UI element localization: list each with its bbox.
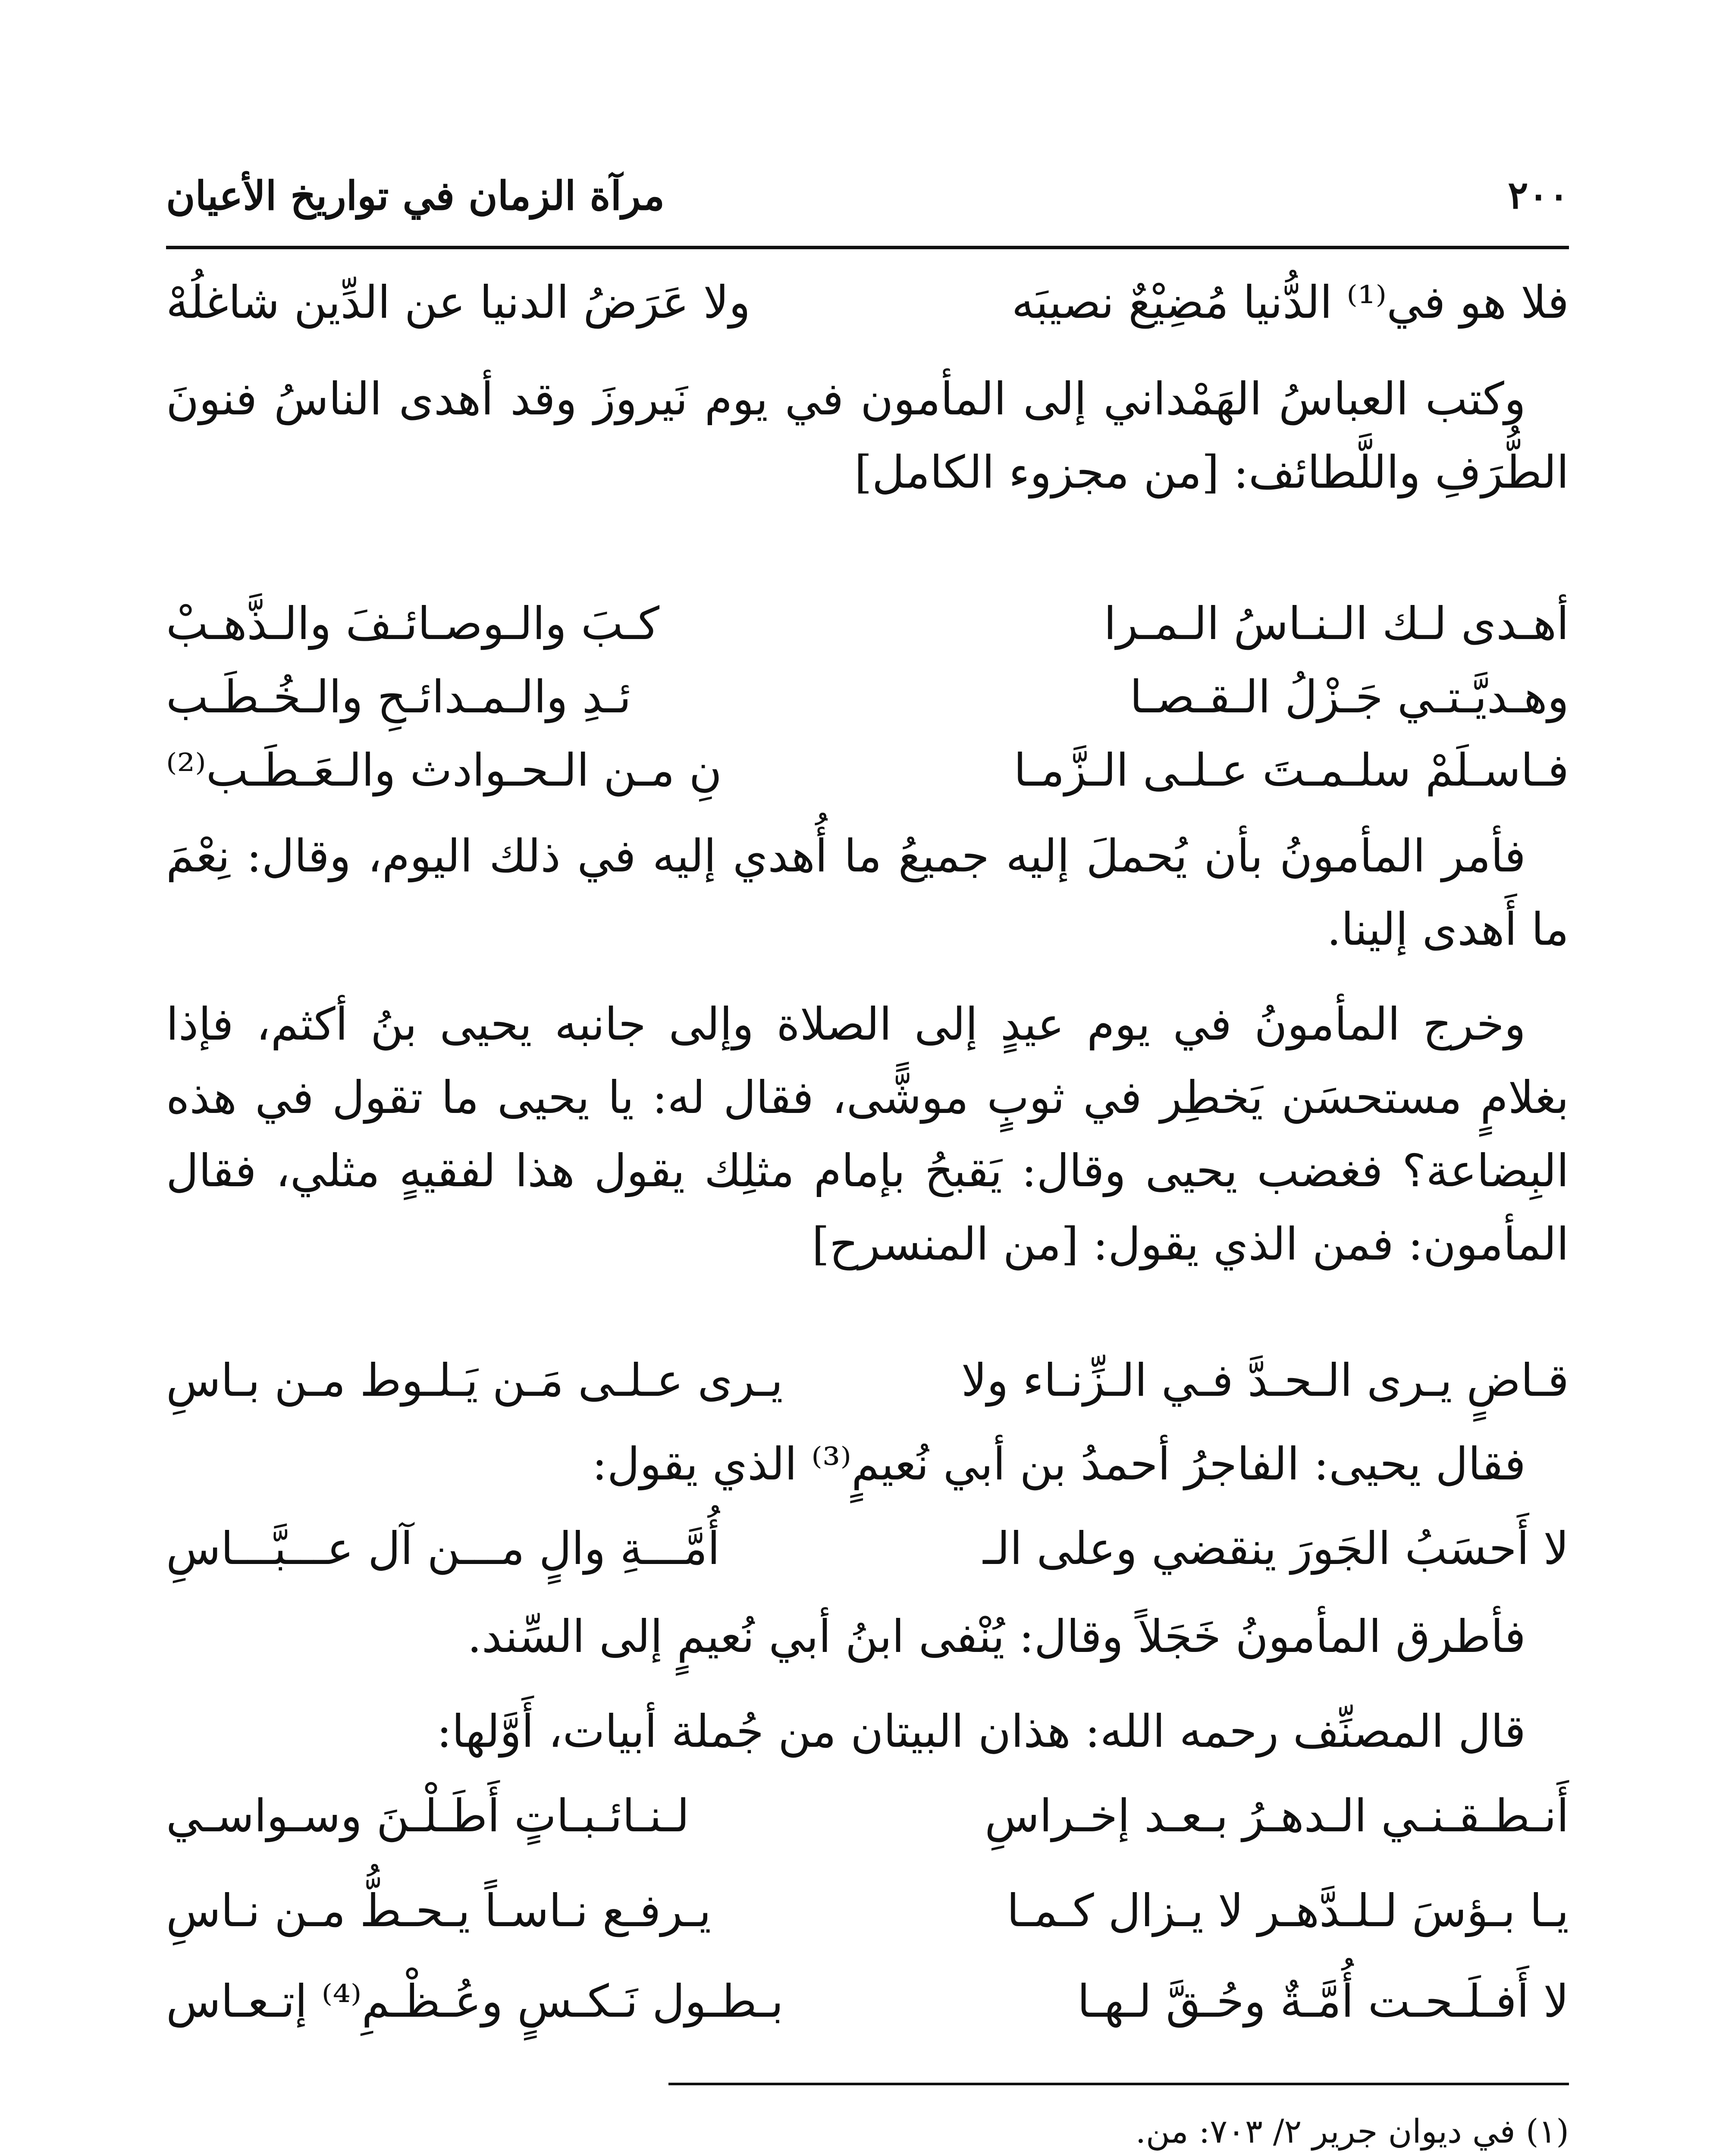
verse-second-hemistich: نِ مـن الـحـوادث والـعَـطَـب⁽²⁾: [166, 744, 722, 796]
page-number: ٢٠٠: [1508, 172, 1569, 217]
paragraph: قال المصنِّف رحمه الله: هذان البيتان من جُملة أبيات، أَوَّلها:: [436, 1705, 1526, 1758]
verse-second-hemistich: لـنـائـبـاتٍ أَطَـلْـنَ وسـواسـي: [166, 1789, 690, 1842]
verse-second-hemistich: ئـدِ والـمـدائـحِ والـخُـطَـب: [166, 671, 631, 723]
paragraph: فأمر المأمونُ بأن يُحملَ إليه جميعُ ما أُهدي إليه في ذلك اليوم، وقال: نِعْمَ ما أَهدى إلينا.: [166, 830, 1569, 956]
paragraph: وكتب العباسُ الهَمْداني إلى المأمون في يوم نَيروزَ وقد أهدى الناسُ فنونَ الطُّرَفِ واللَّطائف: [من مجزوء الكامل]: [166, 373, 1569, 498]
verse-second-hemistich: يـرى عـلـى مَـن يَـلـوط مـن بـاسِ: [166, 1354, 783, 1407]
verse-line: [166, 276, 1569, 349]
verse-first-hemistich: قـاضٍ يـرى الـحـدَّ فـي الـزِّنـاء ولا: [961, 1354, 1569, 1407]
verse-line: [166, 1884, 1569, 1958]
footnotes: [166, 2104, 1569, 2156]
header-divider: [166, 246, 1569, 249]
verse-second-hemistich: بـطـول نَـكـسٍ وعُـظْـمِ⁽⁴⁾ إتـعـاس: [166, 1975, 784, 2028]
verse-second-hemistich: كـبَ والـوصـائـفَ والـذَّهـبْ: [166, 597, 660, 650]
verse-line: [166, 1354, 1569, 1427]
running-title: مرآة الزمان في تواريخ الأعيان: [166, 172, 665, 219]
verse-first-hemistich: فلا هو في⁽¹⁾ الدُّنيا مُضِيْعٌ نصيبَه: [1011, 276, 1569, 329]
verse-first-hemistich: يـا بـؤسَ لـلـدَّهـر لا يـزال كـمـا: [1007, 1884, 1569, 1937]
paragraph: فأطرق المأمونُ خَجَلاً وقال: يُنْفى ابنُ أبي نُعيمٍ إلى السِّند.: [467, 1610, 1526, 1663]
verse-line: [166, 671, 1569, 744]
verse-line: [166, 597, 1569, 671]
footnote: (١) في ديوان جرير ٢/ ٧٠٣: من.: [1135, 2112, 1569, 2150]
footnote-divider: [668, 2083, 1569, 2085]
verse-first-hemistich: لا أَفـلَـحـت أُمَّـةٌ وحُـقَّ لـهـا: [1077, 1975, 1569, 2028]
verse-first-hemistich: أَنـطـقـنـي الـدهـرُ بـعـد إخـراسِ: [985, 1789, 1569, 1842]
verse-first-hemistich: أهـدى لـك الـنـاسُ الـمـرا: [1104, 597, 1569, 650]
page-header: [166, 164, 1569, 241]
verse-line: [166, 1522, 1569, 1595]
verse-first-hemistich: فـاسـلَمْ سلـمـتَ عـلـى الـزَّمـا: [1013, 744, 1569, 796]
verse-line: [166, 744, 1569, 817]
paragraph: فقال يحيى: الفاجرُ أحمدُ بن أبي نُعيمٍ⁽³⁾ الذي يقول:: [592, 1438, 1526, 1490]
verse-first-hemistich: وهـديَّـتـي جَـزْلُ الـقـصـا: [1129, 671, 1569, 723]
verse-first-hemistich: لا أَحسَبُ الجَورَ ينقضي وعلى الـ: [983, 1522, 1569, 1575]
verse-line: [166, 1789, 1569, 1863]
verse-second-hemistich: يـرفـع نـاسـاً يـحـطُّ مـن نـاسِ: [166, 1884, 712, 1937]
verse-second-hemistich: أُمَّـــةِ والٍ مـــن آل عـــبَّـــاسِ: [166, 1522, 720, 1575]
paragraph: وخرج المأمونُ في يوم عيدٍ إلى الصلاة وإلى جانبه يحيى بنُ أكثم، فإذا بغلامٍ مستحسَن يَخطِر في ثوبٍ موشًّى، فقال له: يا يحيى ما تقول في هذه البِضاعة؟ فغضب يحيى وقال: يَقبحُ بإمام مثلِك يقول هذا لفقيهٍ مثلي، فقال المأمون: فمن الذي يقول: [من المنسرح]: [166, 998, 1569, 1270]
verse-second-hemistich: ولا عَرَضُ الدنيا عن الدِّين شاغلُهْ: [166, 276, 751, 329]
verse-line: [166, 1975, 1569, 2048]
